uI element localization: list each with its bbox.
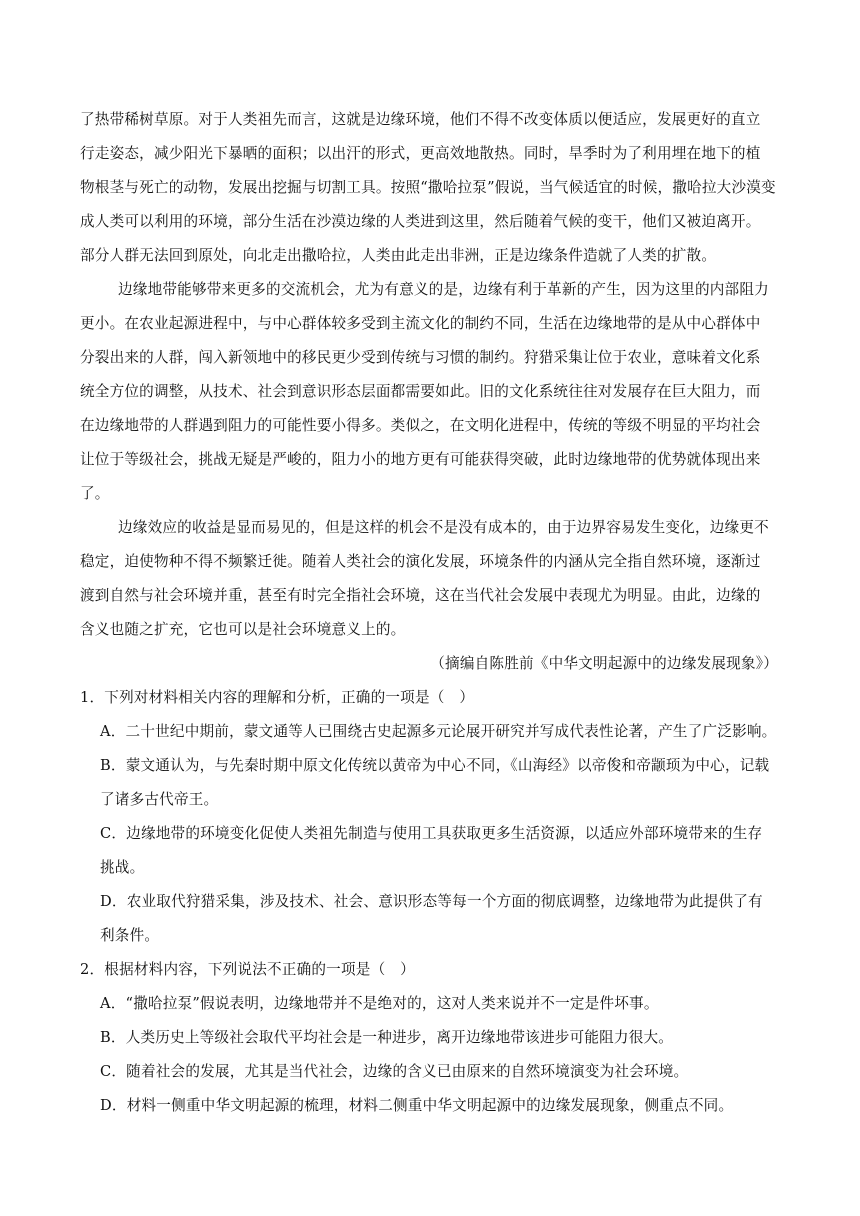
paragraph-1-line: 物根茎与死亡的动物，发展出挖掘与切割工具。按照“撒哈拉泵”假说，当气候适宜的时候，撒哈拉大沙漠变 [80,179,776,196]
paragraph-3-line: 渡到自然与社会环境并重，甚至有时完全指社会环境，这在当代社会发展中表现尤为明显。由此，边缘的 [80,587,761,604]
question-1-option-d-cont: 利条件。 [100,927,160,944]
paragraph-1-line: 了热带稀树草原。对于人类祖先而言，这就是边缘环境，他们不得不改变体质以便适应，发展更好的直立 [80,111,761,128]
question-1-option-c-cont: 挑战。 [100,859,145,876]
source-citation: （摘编自陈胜前《中华文明起源中的边缘发展现象》） [430,655,778,672]
paragraph-2-line: 边缘地带能够带来更多的交流机会，尤为有意义的是，边缘有利于革新的产生，因为这里的内部阻力 [118,281,769,298]
question-1-stem: 1．下列对材料相关内容的理解和分析，正确的一项是（ ） [80,689,475,706]
question-2-option-b[interactable]: B．人类历史上等级社会取代平均社会是一种进步，离开边缘地带该进步可能阻力很大。 [100,1029,674,1046]
question-1-option-c[interactable]: C．边缘地带的环境变化促使人类祖先制造与使用工具获取更多生活资源，以适应外部环境带来的生存 [100,825,763,842]
paragraph-1-line: 部分人群无法回到原处，向北走出撒哈拉，人类由此走出非洲，正是边缘条件造就了人类的扩散。 [80,247,717,264]
question-1-option-d[interactable]: D．农业取代狩猎采集，涉及技术、社会、意识形态等每一个方面的彻底调整，边缘地带为此提供了有 [100,893,763,910]
paragraph-2-line: 让位于等级社会，挑战无疑是严峻的，阻力小的地方更有可能获得突破，此时边缘地带的优势就体现出来 [80,451,761,468]
paragraph-3-line: 含义也随之扩充，它也可以是社会环境意义上的。 [80,621,406,638]
question-1-option-a[interactable]: A．二十世纪中期前，蒙文通等人已围绕古史起源多元论展开研究并写成代表性论著，产生了广泛影响。 [100,723,777,740]
paragraph-2-line: 了。 [80,485,110,502]
question-2-option-c[interactable]: C．随着社会的发展，尤其是当代社会，边缘的含义已由原来的自然环境演变为社会环境。 [100,1063,689,1080]
paragraph-2-line: 分裂出来的人群，闯入新领地中的移民更少受到传统与习惯的制约。狩猎采集让位于农业，意味着文化系 [80,349,761,366]
question-1-option-b-cont: 了诸多古代帝王。 [100,791,219,808]
paragraph-1-line: 行走姿态，减少阳光下暴晒的面积；以出汗的形式，更高效地散热。同时，旱季时为了利用埋在地下的植 [80,145,761,162]
paragraph-3-line: 边缘效应的收益是显而易见的，但是这样的机会不是没有成本的，由于边界容易发生变化，边缘更不 [118,519,769,536]
question-2-option-d[interactable]: D．材料一侧重中华文明起源的梳理，材料二侧重中华文明起源中的边缘发展现象，侧重点不同。 [100,1097,734,1114]
paragraph-1-line: 成人类可以利用的环境，部分生活在沙漠边缘的人类进到这里，然后随着气候的变干，他们又被迫离开。 [80,213,761,230]
paragraph-2-line: 在边缘地带的人群遇到阻力的可能性要小得多。类似之，在文明化进程中，传统的等级不明显的平均社会 [80,417,761,434]
question-2-stem: 2．根据材料内容，下列说法不正确的一项是（ ） [80,961,415,978]
question-1-option-b[interactable]: B．蒙文通认为，与先秦时期中原文化传统以黄帝为中心不同，《山海经》以帝俊和帝颛顼为中心，记载 [100,757,770,774]
paragraph-2-line: 统全方位的调整，从技术、社会到意识形态层面都需要如此。旧的文化系统往往对发展存在巨大阻力，而 [80,383,761,400]
question-2-option-a[interactable]: A．“撒哈拉泵”假说表明，边缘地带并不是绝对的，这对人类来说并不一定是件坏事。 [100,995,659,1012]
paragraph-3-line: 稳定，迫使物种不得不频繁迁徙。随着人类社会的演化发展，环境条件的内涵从完全指自然环境，逐渐过 [80,553,761,570]
paragraph-2-line: 更小。在农业起源进程中，与中心群体较多受到主流文化的制约不同，生活在边缘地带的是从中心群体中 [80,315,761,332]
